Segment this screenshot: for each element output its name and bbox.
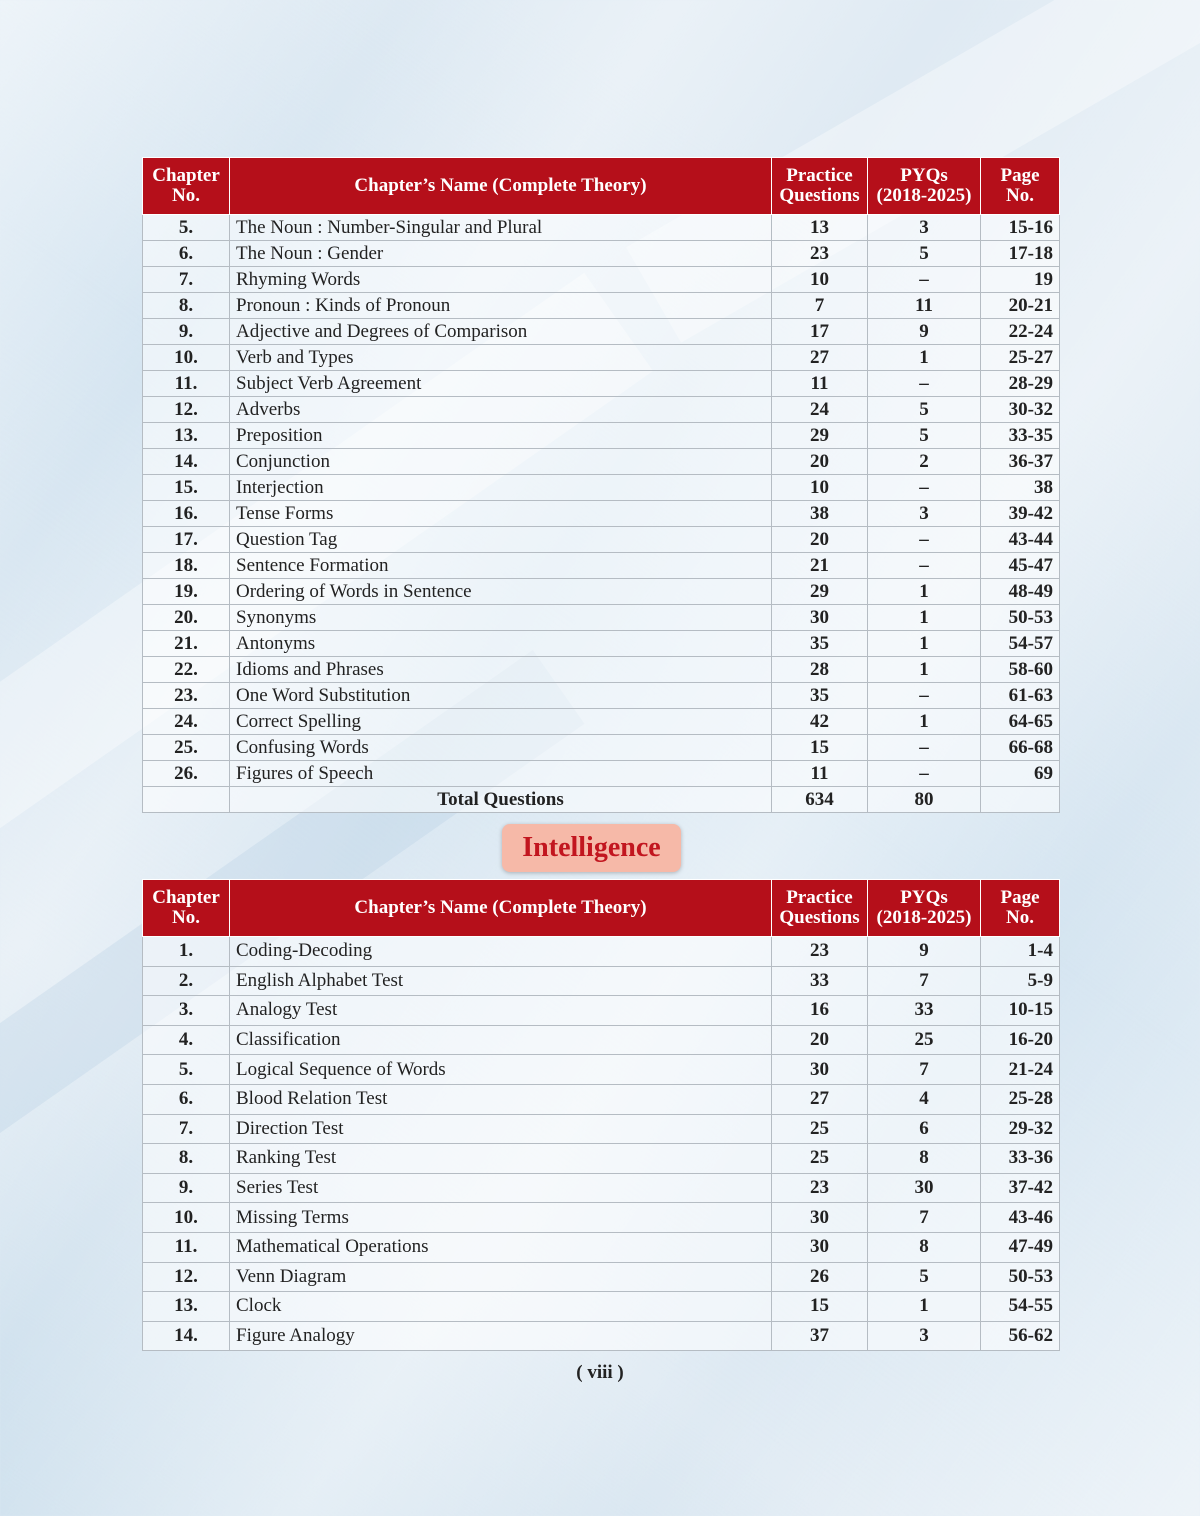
practice-questions: 25 (772, 1114, 868, 1144)
practice-questions: 10 (772, 475, 868, 501)
chapter-number: 12. (143, 397, 230, 423)
page-range: 22-24 (981, 319, 1060, 345)
chapter-name: Subject Verb Agreement (230, 371, 772, 397)
chapter-number: 13. (143, 423, 230, 449)
page-range: 33-36 (981, 1144, 1060, 1174)
section-title-intelligence: Intelligence (502, 824, 681, 872)
practice-questions: 20 (772, 449, 868, 475)
pyqs-count: 8 (868, 1144, 981, 1174)
chapter-number: 16. (143, 501, 230, 527)
chapter-name: Coding-Decoding (230, 937, 772, 967)
pyqs-count: 7 (868, 1203, 981, 1233)
pyqs-count: 5 (868, 423, 981, 449)
pyqs-count: 4 (868, 1084, 981, 1114)
table-header-row (143, 158, 1060, 215)
pyqs-count: – (868, 761, 981, 787)
practice-questions: 37 (772, 1321, 868, 1351)
page-range: 54-55 (981, 1292, 1060, 1322)
practice-questions: 35 (772, 631, 868, 657)
page-range: 5-9 (981, 966, 1060, 996)
chapter-name: Conjunction (230, 449, 772, 475)
practice-questions: 24 (772, 397, 868, 423)
chapter-name: Venn Diagram (230, 1262, 772, 1292)
page-range: 15-16 (981, 215, 1060, 241)
chapter-number: 17. (143, 527, 230, 553)
chapter-name: Synonyms (230, 605, 772, 631)
table-row (143, 553, 1060, 579)
practice-questions: 11 (772, 761, 868, 787)
page-range: 30-32 (981, 397, 1060, 423)
pyqs-count: 7 (868, 1055, 981, 1085)
total-page-empty-cell (981, 787, 1060, 813)
chapter-name: Direction Test (230, 1114, 772, 1144)
chapter-name: Ranking Test (230, 1144, 772, 1174)
intelligence-contents-table (142, 879, 1060, 1351)
table-row (143, 761, 1060, 787)
pyqs-count: 3 (868, 215, 981, 241)
table-row (143, 1114, 1060, 1144)
header-chapter-no: Chapter No. (143, 158, 230, 215)
page-range: 20-21 (981, 293, 1060, 319)
page-range: 43-44 (981, 527, 1060, 553)
chapter-name: Preposition (230, 423, 772, 449)
chapter-name: The Noun : Gender (230, 241, 772, 267)
pyqs-count: – (868, 475, 981, 501)
chapter-name: Adjective and Degrees of Comparison (230, 319, 772, 345)
practice-questions: 11 (772, 371, 868, 397)
table-row (143, 683, 1060, 709)
chapter-name: Correct Spelling (230, 709, 772, 735)
pyqs-count: 1 (868, 631, 981, 657)
page-range: 25-27 (981, 345, 1060, 371)
practice-questions: 35 (772, 683, 868, 709)
page-range: 54-57 (981, 631, 1060, 657)
pyqs-count: 7 (868, 966, 981, 996)
pyqs-count: 5 (868, 241, 981, 267)
practice-questions: 30 (772, 605, 868, 631)
chapter-name: Rhyming Words (230, 267, 772, 293)
page-range: 17-18 (981, 241, 1060, 267)
table-row (143, 631, 1060, 657)
table-row (143, 1321, 1060, 1351)
pyqs-count: 30 (868, 1173, 981, 1203)
page-range: 19 (981, 267, 1060, 293)
header-chapter-name: Chapter’s Name (Complete Theory) (230, 880, 772, 937)
intelligence-table-body (143, 937, 1060, 1351)
chapter-number: 14. (143, 1321, 230, 1351)
chapter-number: 21. (143, 631, 230, 657)
table-row (143, 966, 1060, 996)
chapter-name: Question Tag (230, 527, 772, 553)
chapter-number: 20. (143, 605, 230, 631)
practice-questions: 21 (772, 553, 868, 579)
total-empty-cell (143, 787, 230, 813)
pyqs-count: – (868, 683, 981, 709)
page-range: 37-42 (981, 1173, 1060, 1203)
header-chapter-name: Chapter’s Name (Complete Theory) (230, 158, 772, 215)
pyqs-count: 6 (868, 1114, 981, 1144)
pyqs-count: 5 (868, 1262, 981, 1292)
chapter-number: 7. (143, 267, 230, 293)
table-row (143, 527, 1060, 553)
chapter-number: 13. (143, 1292, 230, 1322)
table-header-row (143, 880, 1060, 937)
chapter-name: Adverbs (230, 397, 772, 423)
chapter-name: Figure Analogy (230, 1321, 772, 1351)
table-row (143, 475, 1060, 501)
chapter-name: Interjection (230, 475, 772, 501)
page-range: 38 (981, 475, 1060, 501)
page-range: 45-47 (981, 553, 1060, 579)
total-label: Total Questions (230, 787, 772, 813)
practice-questions: 25 (772, 1144, 868, 1174)
chapter-name: The Noun : Number-Singular and Plural (230, 215, 772, 241)
chapter-number: 9. (143, 319, 230, 345)
page-range: 10-15 (981, 996, 1060, 1026)
table-row (143, 1055, 1060, 1085)
table-row (143, 397, 1060, 423)
header-chapter-no: Chapter No. (143, 880, 230, 937)
pyqs-count: 25 (868, 1025, 981, 1055)
header-page-no: Page No. (981, 158, 1060, 215)
page-range: 33-35 (981, 423, 1060, 449)
page-range: 25-28 (981, 1084, 1060, 1114)
pyqs-count: – (868, 527, 981, 553)
pyqs-count: 3 (868, 501, 981, 527)
practice-questions: 17 (772, 319, 868, 345)
pyqs-count: – (868, 371, 981, 397)
page-range: 1-4 (981, 937, 1060, 967)
page-range: 50-53 (981, 605, 1060, 631)
table-row (143, 1262, 1060, 1292)
chapter-name: English Alphabet Test (230, 966, 772, 996)
pyqs-count: – (868, 267, 981, 293)
practice-questions: 20 (772, 527, 868, 553)
pyqs-count: 1 (868, 1292, 981, 1322)
chapter-name: Missing Terms (230, 1203, 772, 1233)
table-row (143, 293, 1060, 319)
practice-questions: 30 (772, 1055, 868, 1085)
chapter-number: 8. (143, 1144, 230, 1174)
table-row (143, 319, 1060, 345)
page-range: 48-49 (981, 579, 1060, 605)
pyqs-count: 3 (868, 1321, 981, 1351)
table-row (143, 1173, 1060, 1203)
practice-questions: 29 (772, 579, 868, 605)
chapter-number: 1. (143, 937, 230, 967)
practice-questions: 23 (772, 1173, 868, 1203)
chapter-name: Logical Sequence of Words (230, 1055, 772, 1085)
table-row (143, 937, 1060, 967)
pyqs-count: 9 (868, 937, 981, 967)
chapter-number: 25. (143, 735, 230, 761)
table-row (143, 423, 1060, 449)
pyqs-count: 1 (868, 579, 981, 605)
pyqs-count: 11 (868, 293, 981, 319)
english-contents-table (142, 157, 1060, 813)
chapter-number: 11. (143, 1232, 230, 1262)
table-row (143, 241, 1060, 267)
practice-questions: 7 (772, 293, 868, 319)
chapter-number: 8. (143, 293, 230, 319)
chapter-number: 6. (143, 1084, 230, 1114)
table-row (143, 501, 1060, 527)
table-row (143, 345, 1060, 371)
chapter-number: 7. (143, 1114, 230, 1144)
page-range: 50-53 (981, 1262, 1060, 1292)
table-row (143, 1292, 1060, 1322)
total-pyqs: 80 (868, 787, 981, 813)
chapter-name: Pronoun : Kinds of Pronoun (230, 293, 772, 319)
chapter-number: 19. (143, 579, 230, 605)
chapter-number: 9. (143, 1173, 230, 1203)
pyqs-count: 1 (868, 345, 981, 371)
practice-questions: 27 (772, 1084, 868, 1114)
chapter-name: One Word Substitution (230, 683, 772, 709)
chapter-number: 10. (143, 1203, 230, 1233)
chapter-number: 26. (143, 761, 230, 787)
table-row (143, 1203, 1060, 1233)
table-row (143, 657, 1060, 683)
chapter-number: 5. (143, 1055, 230, 1085)
total-row (143, 787, 1060, 813)
practice-questions: 30 (772, 1203, 868, 1233)
practice-questions: 29 (772, 423, 868, 449)
chapter-name: Confusing Words (230, 735, 772, 761)
page-range: 58-60 (981, 657, 1060, 683)
page-range: 28-29 (981, 371, 1060, 397)
table-row (143, 605, 1060, 631)
chapter-number: 24. (143, 709, 230, 735)
chapter-name: Analogy Test (230, 996, 772, 1026)
page-range: 39-42 (981, 501, 1060, 527)
page-range: 61-63 (981, 683, 1060, 709)
table-row (143, 735, 1060, 761)
chapter-name: Series Test (230, 1173, 772, 1203)
practice-questions: 10 (772, 267, 868, 293)
page-range: 43-46 (981, 1203, 1060, 1233)
chapter-name: Mathematical Operations (230, 1232, 772, 1262)
header-practice-questions: Practice Questions (772, 880, 868, 937)
practice-questions: 38 (772, 501, 868, 527)
header-pyqs: PYQs (2018-2025) (868, 158, 981, 215)
page-range: 29-32 (981, 1114, 1060, 1144)
practice-questions: 16 (772, 996, 868, 1026)
table-row (143, 579, 1060, 605)
practice-questions: 26 (772, 1262, 868, 1292)
table-row (143, 1084, 1060, 1114)
header-practice-questions: Practice Questions (772, 158, 868, 215)
chapter-name: Sentence Formation (230, 553, 772, 579)
chapter-number: 5. (143, 215, 230, 241)
practice-questions: 23 (772, 937, 868, 967)
pyqs-count: 33 (868, 996, 981, 1026)
chapter-name: Idioms and Phrases (230, 657, 772, 683)
table-row (143, 449, 1060, 475)
table-row (143, 1144, 1060, 1174)
practice-questions: 28 (772, 657, 868, 683)
header-pyqs: PYQs (2018-2025) (868, 880, 981, 937)
table-row (143, 1025, 1060, 1055)
chapter-name: Classification (230, 1025, 772, 1055)
total-practice: 634 (772, 787, 868, 813)
practice-questions: 27 (772, 345, 868, 371)
practice-questions: 33 (772, 966, 868, 996)
table-row (143, 215, 1060, 241)
chapter-number: 6. (143, 241, 230, 267)
pyqs-count: 1 (868, 657, 981, 683)
pyqs-count: 5 (868, 397, 981, 423)
chapter-name: Clock (230, 1292, 772, 1322)
chapter-number: 22. (143, 657, 230, 683)
chapter-number: 10. (143, 345, 230, 371)
pyqs-count: 9 (868, 319, 981, 345)
page-range: 64-65 (981, 709, 1060, 735)
practice-questions: 30 (772, 1232, 868, 1262)
practice-questions: 15 (772, 735, 868, 761)
pyqs-count: 2 (868, 449, 981, 475)
pyqs-count: 1 (868, 605, 981, 631)
page-range: 36-37 (981, 449, 1060, 475)
chapter-number: 12. (143, 1262, 230, 1292)
page-range: 69 (981, 761, 1060, 787)
english-table-body (143, 215, 1060, 787)
practice-questions: 23 (772, 241, 868, 267)
pyqs-count: – (868, 735, 981, 761)
chapter-number: 4. (143, 1025, 230, 1055)
practice-questions: 42 (772, 709, 868, 735)
chapter-name: Figures of Speech (230, 761, 772, 787)
chapter-name: Verb and Types (230, 345, 772, 371)
chapter-name: Ordering of Words in Sentence (230, 579, 772, 605)
chapter-number: 23. (143, 683, 230, 709)
chapter-number: 3. (143, 996, 230, 1026)
chapter-number: 18. (143, 553, 230, 579)
practice-questions: 13 (772, 215, 868, 241)
page-range: 21-24 (981, 1055, 1060, 1085)
page-range: 16-20 (981, 1025, 1060, 1055)
practice-questions: 20 (772, 1025, 868, 1055)
chapter-number: 14. (143, 449, 230, 475)
table-row (143, 1232, 1060, 1262)
pyqs-count: – (868, 553, 981, 579)
chapter-name: Antonyms (230, 631, 772, 657)
chapter-number: 11. (143, 371, 230, 397)
table-row (143, 996, 1060, 1026)
page-range: 56-62 (981, 1321, 1060, 1351)
page-range: 47-49 (981, 1232, 1060, 1262)
table-row (143, 371, 1060, 397)
chapter-number: 15. (143, 475, 230, 501)
practice-questions: 15 (772, 1292, 868, 1322)
chapter-name: Tense Forms (230, 501, 772, 527)
table-row (143, 267, 1060, 293)
header-page-no: Page No. (981, 880, 1060, 937)
table-row (143, 709, 1060, 735)
chapter-number: 2. (143, 966, 230, 996)
chapter-name: Blood Relation Test (230, 1084, 772, 1114)
page-number: ( viii ) (576, 1362, 624, 1383)
pyqs-count: 8 (868, 1232, 981, 1262)
pyqs-count: 1 (868, 709, 981, 735)
page-range: 66-68 (981, 735, 1060, 761)
